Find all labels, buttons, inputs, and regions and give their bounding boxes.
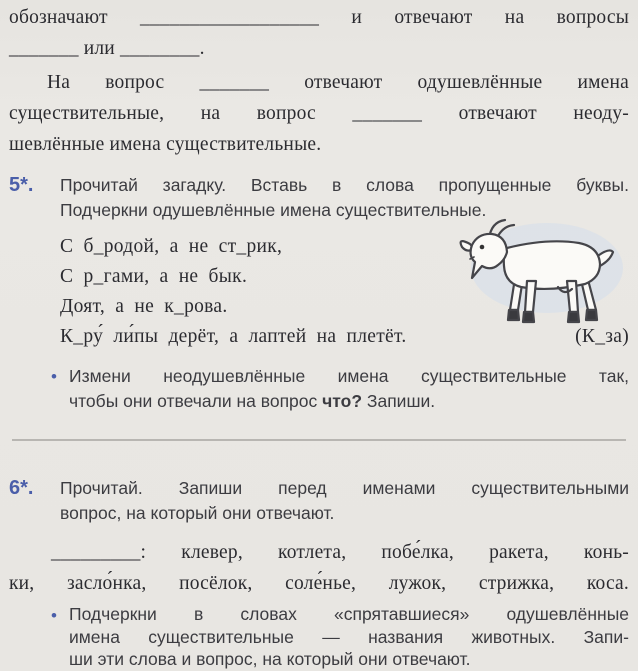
- riddle-answer: (К_за): [575, 326, 629, 347]
- bullet-icon: •: [51, 367, 57, 386]
- goat-icon: [455, 218, 631, 330]
- exercise-6-bullet: [51, 603, 629, 671]
- riddle-line: С р_гами, а не бык.: [60, 266, 248, 287]
- intro-paragraph-1: [9, 2, 629, 64]
- instruction-line: вопрос, на который они отвечают.: [60, 503, 335, 523]
- bullet-icon: •: [51, 606, 57, 625]
- exercise-5: [9, 173, 629, 223]
- exercise-5-number: 5*.: [9, 174, 34, 196]
- word-list-line: _________: клевер, котлета, побе́лка, ракета, конь-: [51, 542, 629, 563]
- riddle-line: Доят, а не к_рова.: [60, 296, 228, 317]
- exercise-6-instruction: [60, 476, 629, 526]
- goat-illustration: [455, 218, 631, 330]
- exercise-5-bullet: [51, 364, 629, 414]
- instruction-line: Прочитай загадку. Вставь в слова пропущенные буквы.: [60, 175, 629, 195]
- instruction-line: Прочитай. Запиши перед именами существительными: [60, 478, 629, 498]
- riddle-last-text: К_ру́ ли́пы дерёт, а лаптей на плетёт.: [60, 326, 407, 347]
- exercise-5-instruction: [60, 173, 629, 223]
- word-list-line: ки, засло́нка, посёлок, соле́нье, лужок, стрижка, коса.: [9, 573, 629, 594]
- bullet-line-bold: что?: [322, 391, 363, 411]
- bullet-text: [69, 364, 629, 414]
- intro-line: обозначают __________________ и отвечают на вопросы: [9, 7, 629, 28]
- bullet-line-pre: чтобы они отвечали на вопрос: [69, 391, 323, 411]
- bullet-line: [69, 389, 629, 414]
- bullet-line: Измени неодушевлённые имена существительные так,: [69, 366, 629, 386]
- intro-line: шевлённые имена существительные.: [9, 134, 322, 155]
- instruction-line: Подчеркни одушевлённые имена существительные.: [60, 200, 487, 220]
- exercise-6-number: 6*.: [9, 477, 34, 499]
- bullet-line: ши эти слова и вопрос, на который они отвечают.: [69, 649, 471, 669]
- intro-line: _______ или ________.: [9, 38, 205, 59]
- bullet-line: имена существительные — названия животных. Запи-: [69, 626, 629, 647]
- intro-paragraph-2: [9, 67, 629, 160]
- riddle-line: С б_родой, а не ст_рик,: [60, 236, 283, 257]
- exercise-6: [9, 476, 629, 526]
- section-divider: [12, 439, 626, 441]
- word-list: [9, 537, 629, 599]
- intro-line: На вопрос _______ отвечают одушевлённые имена: [47, 72, 629, 93]
- riddle: [60, 232, 629, 352]
- intro-line: существительные, на вопрос _______ отвечают неоду-: [9, 103, 629, 124]
- bullet-line: Подчеркни в словах «спрятавшиеся» одушевлённые: [69, 604, 629, 624]
- bullet-text: [69, 603, 629, 671]
- bullet-line-post: Запиши.: [362, 391, 436, 411]
